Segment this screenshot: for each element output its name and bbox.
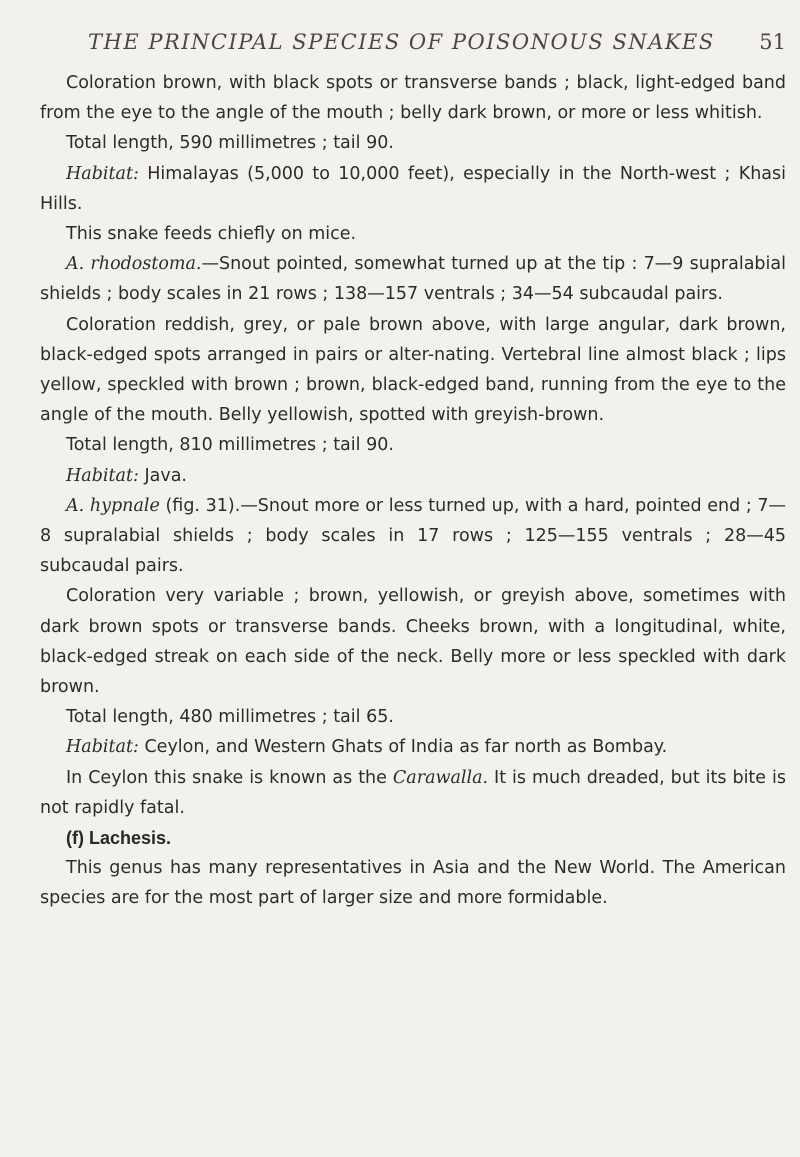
page-number: 51 [759,30,786,54]
paragraph-text: Himalayas (5,000 to 10,000 feet), especially in the North-west ; Khasi Hills. [40,163,786,214]
paragraph-habitat-3 [40,732,786,762]
paragraph-length-1 [40,128,786,158]
habitat-label: Habitat: [66,465,139,486]
paragraph-text: Coloration brown, with black spots or transverse bands ; black, light-edged band from the eye to the angle of the mouth ; belly dark brown, or more or less whitish. [40,73,786,124]
running-title: THE PRINCIPAL SPECIES OF POISONOUS SNAKES [88,30,715,54]
running-header [40,0,786,58]
paragraph-text: It is much dreaded, but its bite is not rapidly fatal. [40,767,786,818]
paragraph-length-3 [40,702,786,732]
paragraph-habitat-1 [40,159,786,219]
paragraph-text: —Snout pointed, somewhat turned up at the tip : 7—9 supralabial shields ; body scales in 21 rows ; 138—157 ventrals ; 34—54 subcaudal pairs. [40,254,786,305]
paragraph-length-2 [40,430,786,460]
paragraph-text: Coloration reddish, grey, or pale brown above, with large angular, dark brown, black-edged spots arranged in pairs or alter-nating. Vertebral line almost black ; lips yellow, speckled with brown ; brown, black-edged band, running from the eye to the angle of the mouth. Belly yellowish, spotted with greyish-brown. [40,314,786,426]
paragraph-text: Total length, 810 millimetres ; tail 90. [66,435,394,456]
paragraph-coloration-2 [40,310,786,431]
paragraph-hypnale [40,491,786,582]
local-name: Carawalla. [392,767,489,788]
paragraph-lachesis [40,853,786,913]
page-body [40,68,786,914]
habitat-label: Habitat: [66,163,139,184]
paragraph-text: Total length, 480 millimetres ; tail 65. [66,707,394,728]
paragraph-diet [40,219,786,249]
paragraph-text: (fig. 31).—Snout more or less turned up, with a hard, pointed end ; 7—8 supralabial shields ; body scales in 17 rows ; 125—155 ventrals ; 28—45 subcaudal pairs. [40,495,786,577]
paragraph-text: In Ceylon this snake is known as the [66,767,393,788]
paragraph-text: Java. [138,465,187,486]
habitat-label: Habitat: [66,737,139,758]
paragraph-text: Total length, 590 millimetres ; tail 90. [66,133,394,154]
species-name: A. hypnale [66,495,160,516]
paragraph-text: Coloration very variable ; brown, yellowish, or greyish above, sometimes with dark brown spots or transverse bands. Cheeks brown, with a longitudinal, white, black-edged streak on each side of the neck. Belly more or less speckled with dark brown. [40,586,786,698]
paragraph-coloration-3 [40,581,786,702]
paragraph-text: This snake feeds chiefly on mice. [66,224,357,245]
section-heading: (f) Lachesis. [66,828,172,849]
paragraph-coloration-1 [40,68,786,128]
paragraph-text: This genus has many representatives in Asia and the New World. The American species are for the most part of larger size and more formidable. [40,858,786,909]
paragraph-carawalla [40,763,786,823]
paragraph-rhodostoma [40,249,786,309]
paragraph-habitat-2 [40,461,786,491]
paragraph-text: Ceylon, and Western Ghats of India as far north as Bombay. [138,737,668,758]
species-name: A. rhodostoma. [66,254,202,275]
